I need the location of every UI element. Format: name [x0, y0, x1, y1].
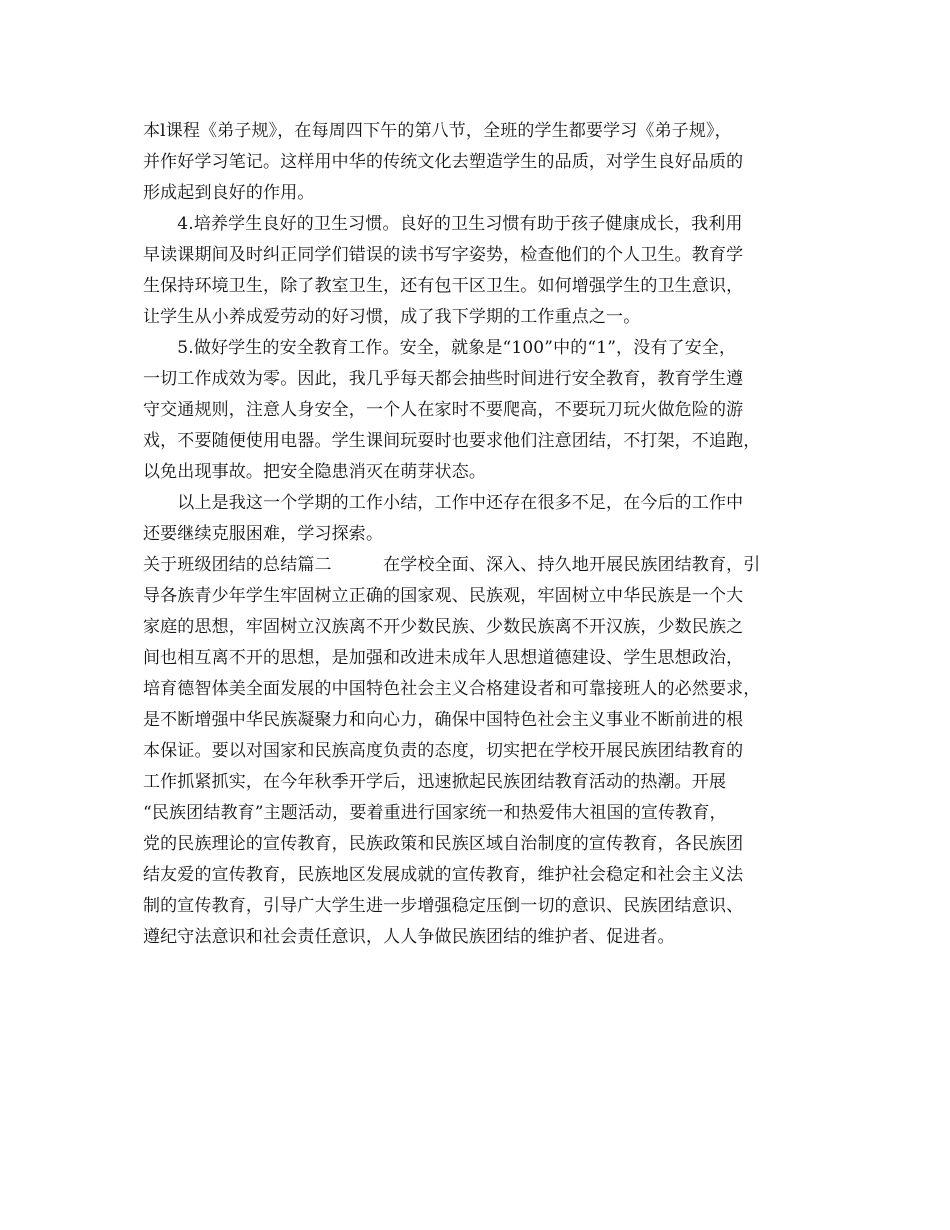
- text-line: 本保证。要以对国家和民族高度负责的态度，切实把在学校开展民族团结教育的: [143, 741, 744, 761]
- paragraph-start-line: 5.做好学生的安全教育工作。安全，就象是“100”中的“1”，没有了安全，: [143, 338, 737, 358]
- text-line: 结友爱的宣传教育，民族地区发展成就的宣传教育，维护社会稳定和社会主义法: [143, 865, 744, 885]
- text-line: 是不断增强中华民族凝聚力和向心力，确保中国特色社会主义事业不断前进的根: [143, 710, 744, 730]
- text-line: 培育德智体美全面发展的中国特色社会主义合格建设者和可靠接班人的必然要求，: [143, 679, 761, 699]
- text-line: 遵纪守法意识和社会责任意识，人人争做民族团结的维护者、促进者。: [143, 927, 675, 947]
- text-line: 并作好学习笔记。这样用中华的传统文化去塑造学生的品质，对学生良好品质的: [143, 152, 744, 172]
- text-line: “民族团结教育”主题活动，要着重进行国家统一和热爱伟大祖国的宣传教育，: [143, 803, 727, 823]
- text-line: 守交通规则，注意人身安全，一个人在家时不要爬高，不要玩刀玩火做危险的游: [143, 400, 744, 420]
- text-line: 早读课期间及时纠正同学们错误的读书写字姿势，检查他们的个人卫生。教育学: [143, 245, 744, 265]
- text-line: 导各族青少年学生牢固树立正确的国家观、民族观，牢固树立中华民族是一个大: [143, 586, 744, 606]
- text-line: 本l课程《弟子规》，在每周四下午的第八节，全班的学生都要学习《弟子规》，: [143, 121, 732, 141]
- text-line: 让学生从小养成爱劳动的好习惯，成了我下学期的工作重点之一。: [143, 307, 641, 327]
- document-body: [143, 116, 808, 953]
- paragraph-start-line: 以上是我这一个学期的工作小结，工作中还存在很多不足，在今后的工作中: [143, 493, 744, 513]
- text-line: 一切工作成效为零。因此，我几乎每天都会抽些时间进行安全教育，教育学生遵: [143, 369, 744, 389]
- paragraph-start-line: 4.培养学生良好的卫生习惯。良好的卫生习惯有助于孩子健康成长，我利用: [143, 214, 743, 234]
- text-line: 党的民族理论的宣传教育，民族政策和民族区域自治制度的宣传教育，各民族团: [143, 834, 744, 854]
- text-line: 家庭的思想，牢固树立汉族离不开少数民族、少数民族离不开汉族，少数民族之: [143, 617, 744, 637]
- text-line: 还要继续克服困难，学习探索。: [143, 524, 384, 544]
- text-line: 工作抓紧抓实，在今年秋季开学后，迅速掀起民族团结教育活动的热潮。开展: [143, 772, 727, 792]
- text-line: 间也相互离不开的思想，是加强和改进未成年人思想道德建设、学生思想政治，: [143, 648, 744, 668]
- text-line: 生保持环境卫生，除了教室卫生，还有包干区卫生。如何增强学生的卫生意识，: [143, 276, 744, 296]
- text-line: 制的宣传教育，引导广大学生进一步增强稳定压倒一切的意识、民族团结意识、: [143, 896, 744, 916]
- text-line: 形成起到良好的作用。: [143, 183, 315, 203]
- section-heading-line: 关于班级团结的总结篇二 在学校全面、深入、持久地开展民族团结教育，引: [143, 555, 761, 575]
- text-line: 戏，不要随便使用电器。学生课间玩耍时也要求他们注意团结，不打架，不追跑，: [143, 431, 761, 451]
- text-line: 以免出现事故。把安全隐患消灭在萌芽状态。: [143, 462, 486, 482]
